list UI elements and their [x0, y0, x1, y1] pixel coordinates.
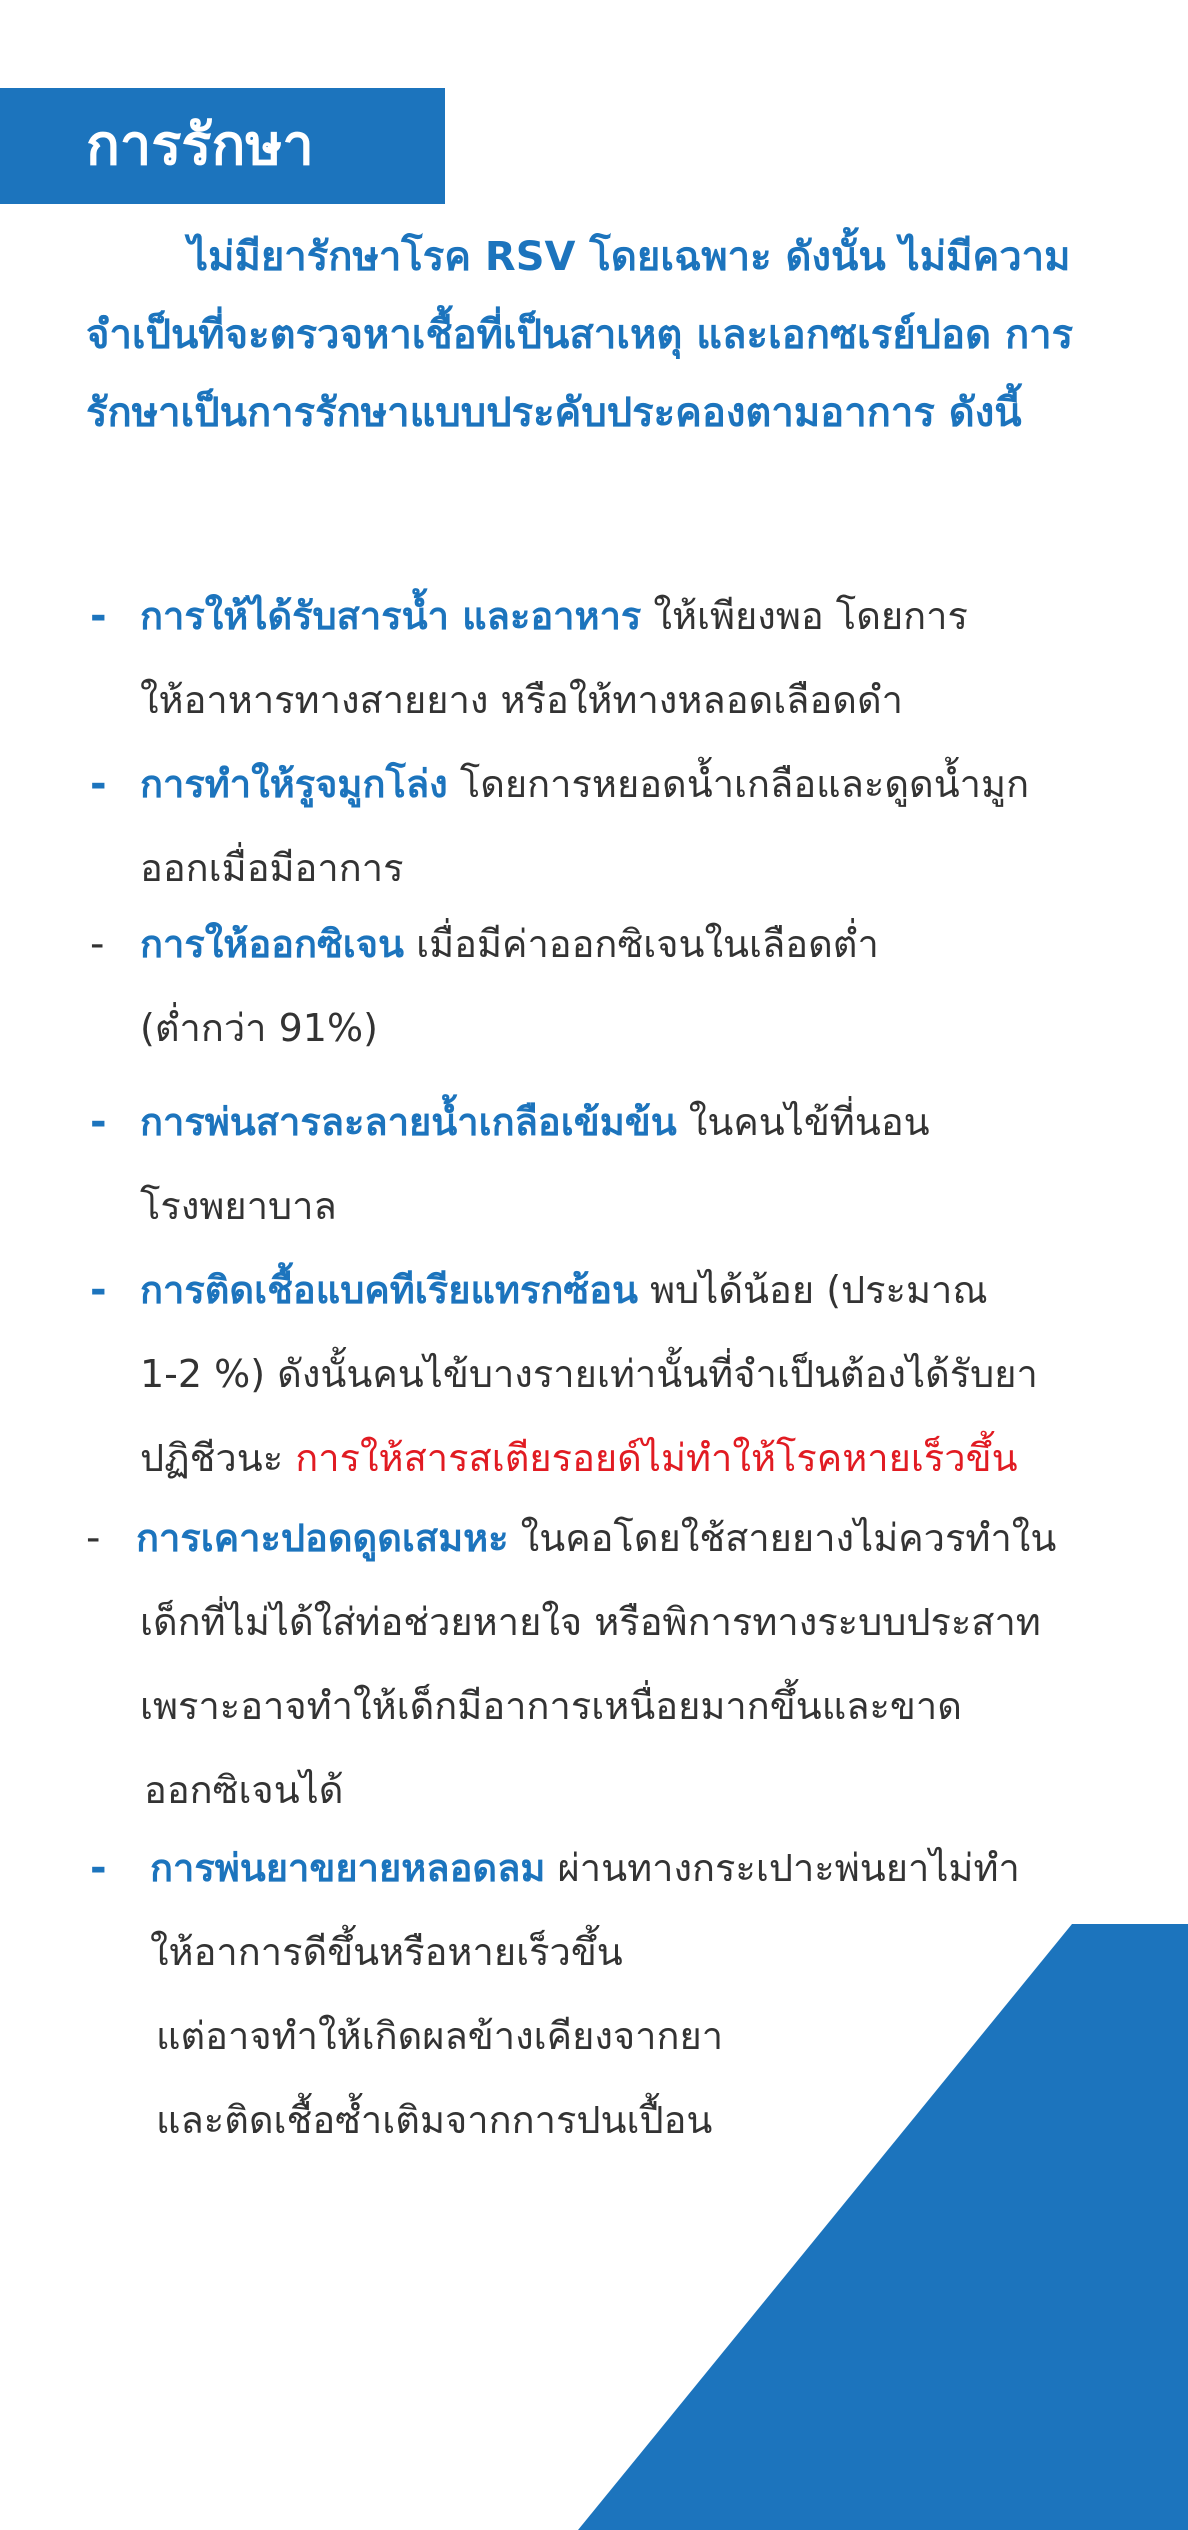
item-heading: การให้ได้รับสารน้ำ และอาหาร	[140, 594, 642, 638]
warning-text: การให้สารสเตียรอยด์ไม่ทำให้โรคหายเร็วขึ้น	[295, 1436, 1018, 1480]
intro-paragraph: ไม่มียารักษาโรค RSV โดยเฉพาะ ดังนั้น ไม่มีความจำเป็นที่จะตรวจหาเชื้อที่เป็นสาเหตุ และเอกซเรย์ปอด การรักษาเป็นการรักษาแบบประคับประคองตามอาการ ดังนี้	[86, 234, 1074, 436]
page-title: การรักษา	[86, 113, 314, 178]
item-heading: การให้ออกซิเจน	[140, 922, 405, 966]
item-line	[140, 1248, 988, 1332]
item-text: 1-2 %) ดังนั้นคนไข้บางรายเท่านั้นที่จำเป็นต้องได้รับยา	[140, 1352, 1038, 1396]
item-line	[140, 1416, 1018, 1500]
item-heading: การทำให้รูจมูกโล่ง	[140, 762, 448, 806]
item-heading: การติดเชื้อแบคทีเรียแทรกซ้อน	[140, 1268, 639, 1312]
item-heading: การเคาะปอดดูดเสมหะ	[136, 1516, 509, 1560]
item-text: เพราะอาจทำให้เด็กมีอาการเหนื่อยมากขึ้นและขาด	[140, 1684, 962, 1728]
item-line	[150, 1826, 1020, 1910]
bullet-dash: -	[90, 761, 107, 807]
item-text: โดยการหยอดน้ำเกลือและดูดน้ำมูก	[447, 762, 1030, 806]
item-text: (ต่ำกว่า 91%)	[140, 1006, 378, 1050]
item-line	[140, 574, 968, 658]
item-text: เด็กที่ไม่ได้ใส่ท่อช่วยหายใจ หรือพิการทางระบบประสาท	[140, 1600, 1041, 1644]
item-heading: การพ่นยาขยายหลอดลม	[150, 1846, 546, 1890]
item-text: และติดเชื้อซ้ำเติมจากการปนเปื้อน	[156, 2098, 713, 2142]
bullet-dash: -	[90, 593, 107, 639]
item-text: ออกเมื่อมีอาการ	[140, 846, 404, 890]
bullet-dash: -	[86, 1515, 101, 1561]
bullet-dash: -	[90, 921, 105, 967]
item-text: ปฏิชีวนะ	[140, 1436, 296, 1480]
item-line	[136, 1496, 1056, 1580]
bullet-dash: -	[90, 1845, 107, 1891]
item-text: พบได้น้อย (ประมาณ	[638, 1268, 988, 1312]
bullet-dash: -	[90, 1267, 107, 1313]
item-text: ในคอโดยใช้สายยางไม่ควรทำใน	[508, 1516, 1057, 1560]
item-line	[140, 1080, 930, 1164]
bullet-dash: -	[90, 1099, 107, 1145]
item-text: ผ่านทางกระเปาะพ่นยาไม่ทำ	[545, 1846, 1020, 1890]
item-line	[140, 902, 879, 986]
item-text: ให้อาการดีขึ้นหรือหายเร็วขึ้น	[150, 1930, 623, 1974]
item-text: ในคนไข้ที่นอน	[676, 1100, 930, 1144]
item-text: ให้อาหารทางสายยาง หรือให้ทางหลอดเลือดดำ	[140, 678, 903, 722]
item-text: ให้เพียงพอ โดยการ	[641, 594, 968, 638]
item-text: เมื่อมีค่าออกซิเจนในเลือดต่ำ	[404, 922, 879, 966]
item-text: โรงพยาบาล	[140, 1184, 337, 1228]
item-heading: การพ่นสารละลายน้ำเกลือเข้มข้น	[140, 1100, 677, 1144]
item-line	[140, 742, 1029, 826]
item-text: ออกซิเจนได้	[144, 1768, 344, 1812]
item-text: แต่อาจทำให้เกิดผลข้างเคียงจากยา	[156, 2014, 724, 2058]
